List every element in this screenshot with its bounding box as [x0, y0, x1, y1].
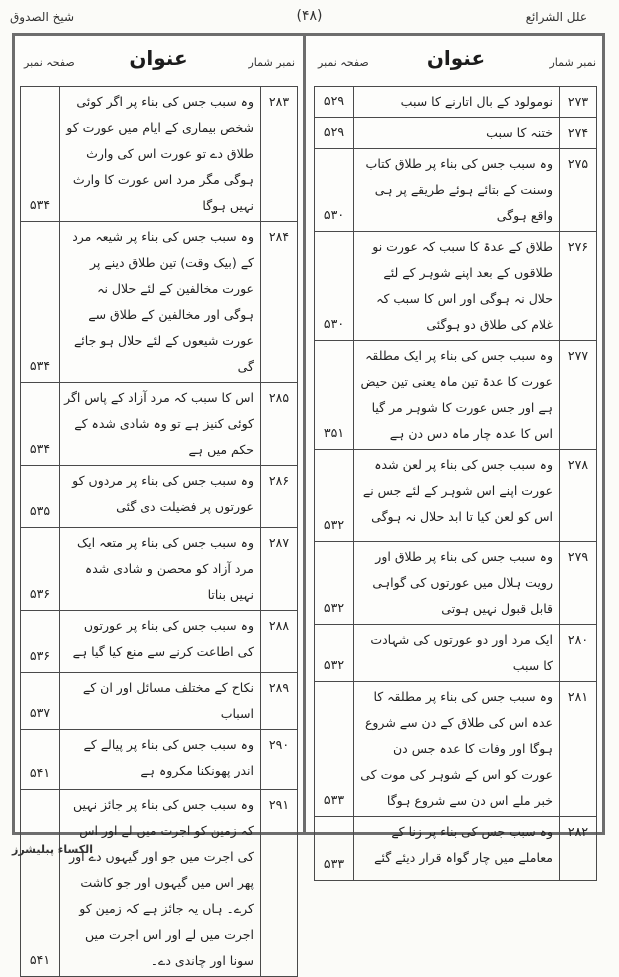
serial-number: ۲۷۹	[560, 542, 597, 625]
page-header: صفحہ نمبر	[24, 56, 75, 69]
page-number-cell: ۵۴۱	[21, 790, 60, 977]
toc-row	[21, 87, 298, 222]
entry-title: ایک مرد اور دو عورتوں کی شہادت کا سبب	[354, 625, 560, 682]
toc-column-right	[310, 36, 602, 881]
entry-title: وہ سبب جس کی بناء پر پیالے کے اندر پھونکنا مکروہ ہے	[60, 730, 261, 790]
toc-row	[315, 450, 597, 542]
toc-row	[21, 466, 298, 528]
toc-row	[21, 528, 298, 611]
toc-row	[21, 611, 298, 673]
page-number-cell: ۵۳۲	[315, 450, 354, 542]
author-name: شیخ الصدوق	[10, 10, 75, 24]
title-header: عنوان	[129, 46, 188, 70]
book-title: علل الشرائع	[525, 10, 587, 24]
toc-column-left	[16, 36, 301, 977]
serial-number: ۲۸۶	[261, 466, 298, 528]
toc-row	[315, 625, 597, 682]
column-header	[16, 36, 301, 86]
serial-number: ۲۸۰	[560, 625, 597, 682]
column-header	[310, 36, 602, 86]
toc-row	[315, 817, 597, 881]
entry-title: وہ سبب جس کی بناء پر طلاق اور رویت ہلال میں عورتوں کی گواہی قابل قبول نہیں ہوتی	[354, 542, 560, 625]
page-number-cell: ۳۵۱	[315, 341, 354, 450]
serial-number: ۲۸۷	[261, 528, 298, 611]
serial-header: نمبر شمار	[248, 56, 295, 69]
page-number-cell: ۵۳۳	[315, 817, 354, 881]
serial-number: ۲۷۶	[560, 232, 597, 341]
serial-number: ۲۹۱	[261, 790, 298, 977]
page-number-cell: ۵۳۴	[21, 222, 60, 383]
page-number-cell: ۵۳۴	[21, 87, 60, 222]
toc-row	[21, 673, 298, 730]
toc-row	[315, 682, 597, 817]
page-number-cell: ۵۳۵	[21, 466, 60, 528]
page-number-cell: ۵۳۳	[315, 682, 354, 817]
page-header: صفحہ نمبر	[318, 56, 369, 69]
page-number-cell: ۵۳۲	[315, 625, 354, 682]
entry-title: وہ سبب جس کی بناء پر عورتوں کی اطاعت کرنے سے منع کیا گیا ہے	[60, 611, 261, 673]
entry-title: وہ سبب جس کی بناء پر جائز نہیں کہ زمین کو اجرت میں لے اور اس کی اجرت میں جو اور گیہوں دے اور پھر اس میں گیہوں اور جو کاشت کرے۔ ہاں یہ جائز ہے کہ زمین کو اجرت میں لے اور اس اجرت میں سونا اور چاندی دے۔	[60, 790, 261, 977]
toc-table-right	[314, 86, 597, 881]
title-header: عنوان	[426, 46, 486, 70]
publisher-name: الکساء پبلیشرز	[12, 843, 94, 856]
entry-title: وہ سبب جس کی بناء پر زنا کے معاملے میں چار گواہ قرار دیئے گئے	[354, 817, 560, 881]
serial-number: ۲۷۷	[560, 341, 597, 450]
toc-row	[315, 118, 597, 149]
serial-number: ۲۸۳	[261, 87, 298, 222]
toc-row	[21, 383, 298, 466]
toc-row	[21, 730, 298, 790]
entry-title: وہ سبب جس کی بناء پر متعہ ایک مرد آزاد کو محصن و شادی شدہ نہیں بناتا	[60, 528, 261, 611]
serial-number: ۲۷۴	[560, 118, 597, 149]
toc-row	[21, 790, 298, 977]
entry-title: طلاق کے عدۃ کا سبب کہ عورت نو طلاقوں کے بعد اپنے شوہر کے لئے حلال نہ ہوگی اور اس کا سبب کہ غلام کی طلاق دو ہوگئی	[354, 232, 560, 341]
page-number-cell: ۵۲۹	[315, 118, 354, 149]
page-number-cell: ۵۳۷	[21, 673, 60, 730]
entry-title: وہ سبب جس کی بناء پر اگر کوئی شخص بیماری کے ایام میں عورت کو طلاق دے تو عورت اس کی وارث ہوگی مگر مرد اس عورت کا وارث نہیں ہوگا	[60, 87, 261, 222]
page-number-cell: ۵۳۴	[21, 383, 60, 466]
serial-number: ۲۸۴	[261, 222, 298, 383]
serial-number: ۲۹۰	[261, 730, 298, 790]
entry-title: وہ سبب جس کی بناء پر شیعہ مرد کے (بیک وقت) تین طلاق دینے پر عورت مخالفین کے لئے حلال نہ ہوگی اور مخالفین کے طلاق سے عورت شیعوں کے لئے حلال ہو جائے گی	[60, 222, 261, 383]
entry-title: وہ سبب جس کی بناء پر مردوں کو عورتوں پر فضیلت دی گئی	[60, 466, 261, 528]
entry-title: وہ سبب جس کی بناء پر لعن شدہ عورت اپنے اس شوہر کے لئے جس نے اس کو لعن کیا تا ابد حلال نہ ہوگی	[354, 450, 560, 542]
toc-row	[315, 149, 597, 232]
entry-title: وہ سبب جس کی بناء پر طلاق کتاب وسنت کے بتائے ہوئے طریقے پر ہی واقع ہوگی	[354, 149, 560, 232]
toc-row	[315, 87, 597, 118]
serial-number: ۲۸۹	[261, 673, 298, 730]
toc-row	[21, 222, 298, 383]
page-number-cell: ۵۳۰	[315, 232, 354, 341]
serial-number: ۲۸۲	[560, 817, 597, 881]
serial-number: ۲۷۳	[560, 87, 597, 118]
page-number-cell: ۵۴۱	[21, 730, 60, 790]
entry-title: اس کا سبب کہ مرد آزاد کے پاس اگر کوئی کنیز ہے تو وہ شادی شدہ کے حکم میں ہے	[60, 383, 261, 466]
toc-row	[315, 542, 597, 625]
entry-title: وہ سبب جس کی بناء پر ایک مطلقہ عورت کا عدۃ تین ماہ یعنی تین حیض ہے اور جس عورت کا شوہر مر گیا اس کا عدہ چار ماہ دس دن ہے	[354, 341, 560, 450]
toc-row	[315, 232, 597, 341]
entry-title: وہ سبب جس کی بناء پر مطلقہ کا عدہ اس کی طلاق کے دن سے شروع ہوگا اور وفات کا عدہ جس دن عورت کو اس کے شوہر کی موت کی خبر ملے اس دن سے شروع ہوگا	[354, 682, 560, 817]
entry-title: نکاح کے مختلف مسائل اور ان کے اسباب	[60, 673, 261, 730]
serial-number: ۲۸۵	[261, 383, 298, 466]
page-number-cell: ۵۳۰	[315, 149, 354, 232]
serial-number: ۲۷۸	[560, 450, 597, 542]
toc-row	[315, 341, 597, 450]
entry-title: ختنہ کا سبب	[354, 118, 560, 149]
serial-number: ۲۷۵	[560, 149, 597, 232]
serial-header: نمبر شمار	[549, 56, 596, 69]
serial-number: ۲۸۸	[261, 611, 298, 673]
page-number-cell: ۵۳۶	[21, 528, 60, 611]
column-divider	[303, 33, 306, 835]
page-number-cell: ۵۳۶	[21, 611, 60, 673]
page-number: (۴۸)	[296, 8, 323, 24]
serial-number: ۲۸۱	[560, 682, 597, 817]
page-number-cell: ۵۲۹	[315, 87, 354, 118]
entry-title: نومولود کے بال اتارنے کا سبب	[354, 87, 560, 118]
page-number-cell: ۵۳۲	[315, 542, 354, 625]
